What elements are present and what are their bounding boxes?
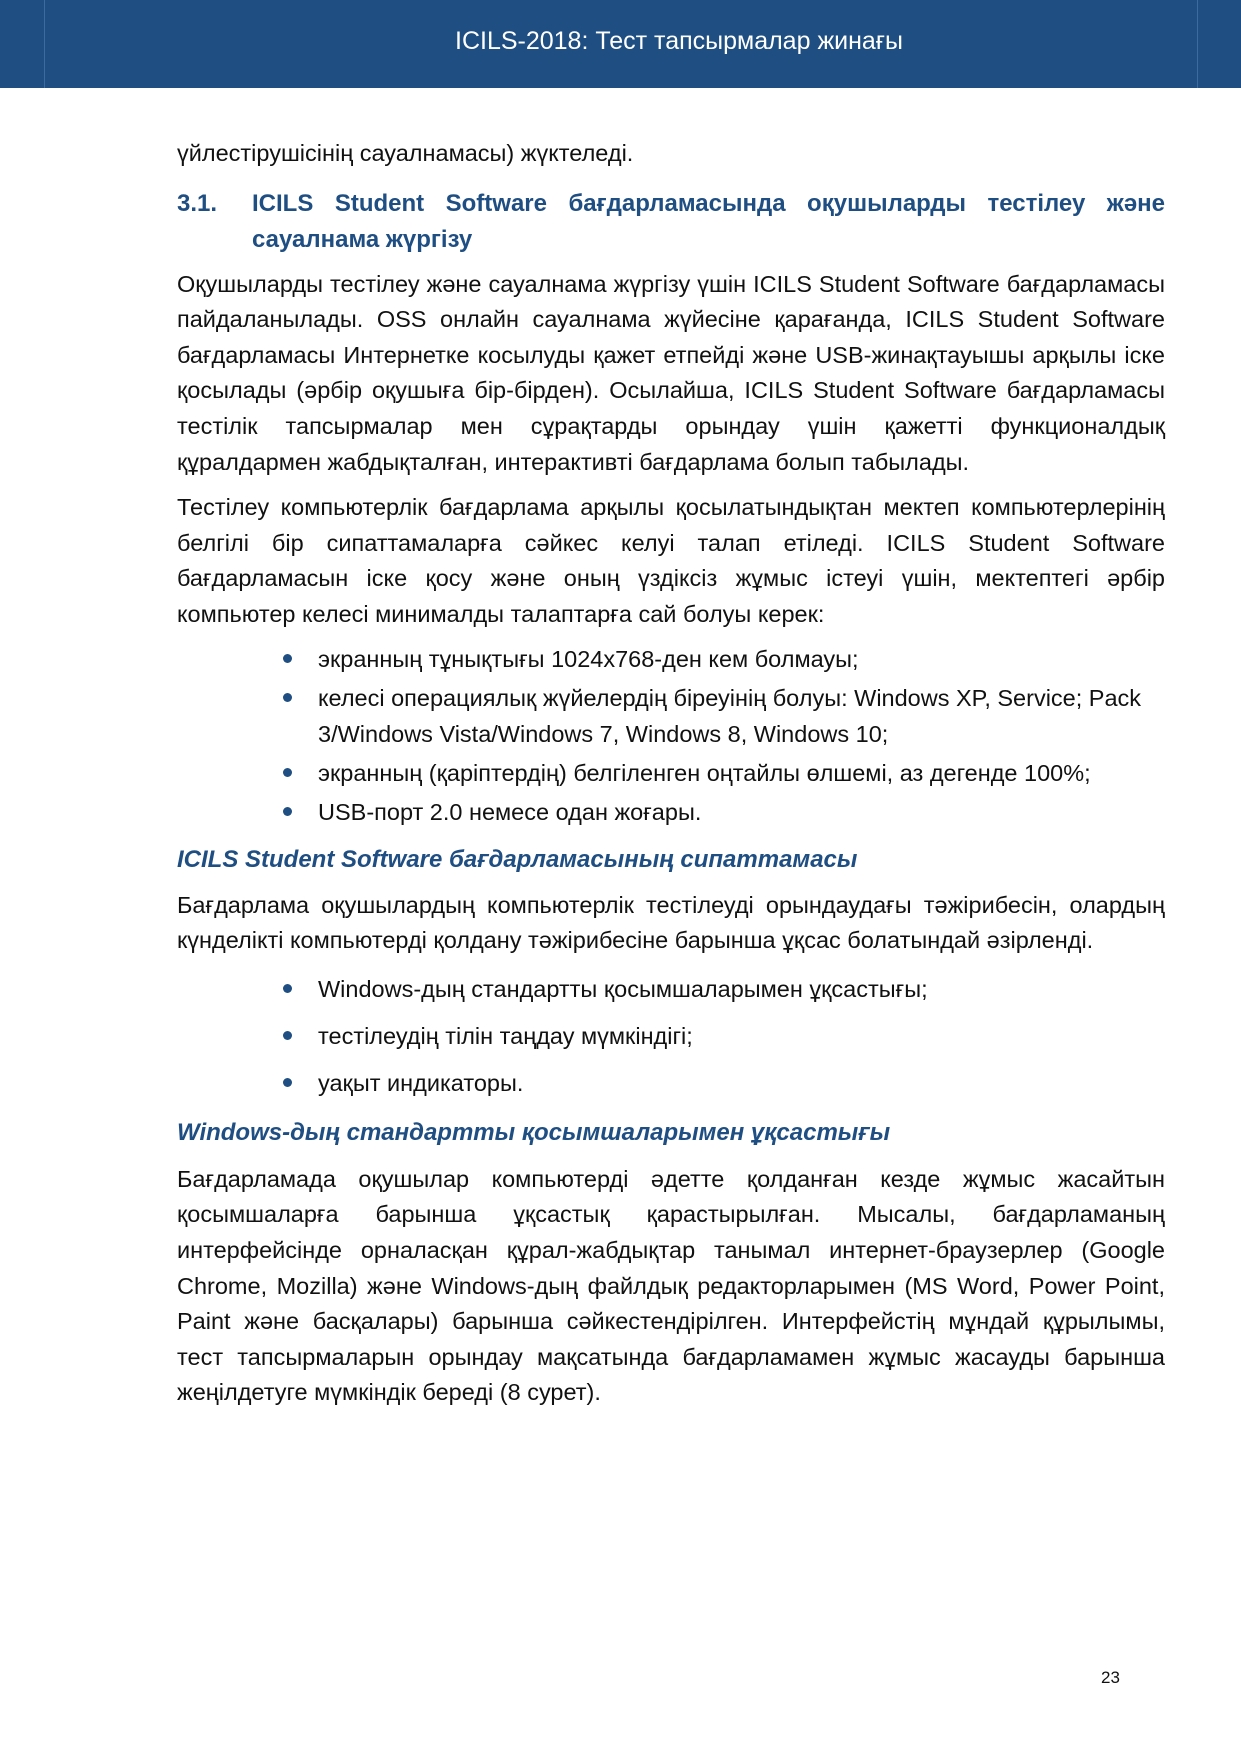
bullet-icon — [283, 807, 292, 816]
bullet-icon — [283, 1031, 292, 1040]
list-item: Windows-дың стандартты қосымшаларымен ұқсастығы; — [177, 971, 1165, 1007]
section-heading-3-1 — [177, 186, 1165, 258]
list-item: уақыт индикаторы. — [177, 1065, 1165, 1101]
paragraph-interface-similarity: Бағдарламада оқушылар компьютерді әдетте қолданған кезде жұмыс жасайтын қосымшаларға барынша ұқсастық қарастырылған. Мысалы, бағдарламаның интерфейсінде орналасқан құрал-жабдықтар танымал интернет-браузерлер (Google Chrome, Mozilla) және Windows-дың файлдық редакторларымен (MS Word, Power Point, Paint және басқалары) барынша сәйкестендірілген. Интерфейстің мұндай құрылымы, тест тапсырмаларын орындау мақсатында бағдарламамен жұмыс жасауды барынша жеңілдетуге мүмкіндік береді (8 сурет). — [177, 1165, 1165, 1406]
header-divider-line — [44, 0, 45, 88]
bullet-icon — [283, 984, 292, 993]
list-item: USB-порт 2.0 немесе одан жоғары. — [177, 794, 1165, 830]
list-item: экранның (қаріптердің) белгіленген оңтайлы өлшемі, аз дегенде 100%; — [177, 755, 1165, 791]
list-item: экранның тұнықтығы 1024х768-ден кем болмауы; — [177, 641, 1165, 677]
bullet-icon — [283, 654, 292, 663]
paragraph-software-overview: Оқушыларды тестілеу және сауалнама жүргізу үшін ICILS Student Software бағдарламасы пайдаланылады. OSS онлайн сауалнама жүйесіне қарағанда, ICILS Student Software бағдарламасы Интернетке косылуды қажет етпейді және USB-жинақтауышы арқылы іске қосылады (әрбір оқушыға бір-бірден). Осылайша, ICILS Student Software бағдарламасы тестілік тапсырмалар мен сұрақтарды орындау үшін қажетті функционалдық құралдармен жабдықталған, интерактивті бағдарлама болып табылады. — [177, 270, 1165, 475]
list-item: тестілеудің тілін таңдау мүмкіндігі; — [177, 1018, 1165, 1054]
paragraph-computer-requirements: Тестілеу компьютерлік бағдарлама арқылы қосылатындықтан мектеп компьютерлерінің белгілі бір сипаттамаларға сәйкес келуі талап етіледі. ICILS Student Software бағдарламасын іске қосу және оның үздіксіз жұмыс істеуі үшін, мектептегі әрбір компьютер келесі минималды талаптарға сай болуы керек: — [177, 494, 1165, 627]
paragraph-program-design: Бағдарлама оқушылардың компьютерлік тестілеуді орындаудағы тәжірибесін, олардың күнделікті компьютерді қолдану тәжірибесіне барынша ұқсас болатындай әзірленді. — [177, 891, 1165, 954]
subheading-windows-similarity: Windows-дың стандартты қосымшаларымен ұқсастығы — [177, 1118, 891, 1146]
page-header — [0, 0, 1241, 88]
page-content — [177, 136, 1165, 1411]
section-number: 3.1. — [177, 189, 218, 217]
header-title: ICILS-2018: Тест тапсырмалар жинағы — [455, 27, 903, 55]
header-divider-line — [1197, 0, 1198, 88]
subheading-software-description: ICILS Student Software бағдарламасының сипаттамасы — [177, 845, 858, 873]
requirements-list — [177, 641, 1165, 830]
bullet-icon — [283, 768, 292, 777]
section-title: ICILS Student Software бағдарламасында оқушыларды тестілеу және сауалнама жүргізу — [252, 189, 1165, 253]
bullet-icon — [283, 693, 292, 702]
features-list — [177, 971, 1165, 1101]
list-item: келесі операциялық жүйелердің біреуінің болуы: Windows XP, Service; Pack 3/Windows Vista/Windows 7, Windows 8, Windows 10; — [177, 680, 1165, 752]
intro-fragment: үйлестірушісінің сауалнамасы) жүктеледі. — [177, 140, 634, 166]
page-number: 23 — [1101, 1668, 1120, 1687]
bullet-icon — [283, 1078, 292, 1087]
